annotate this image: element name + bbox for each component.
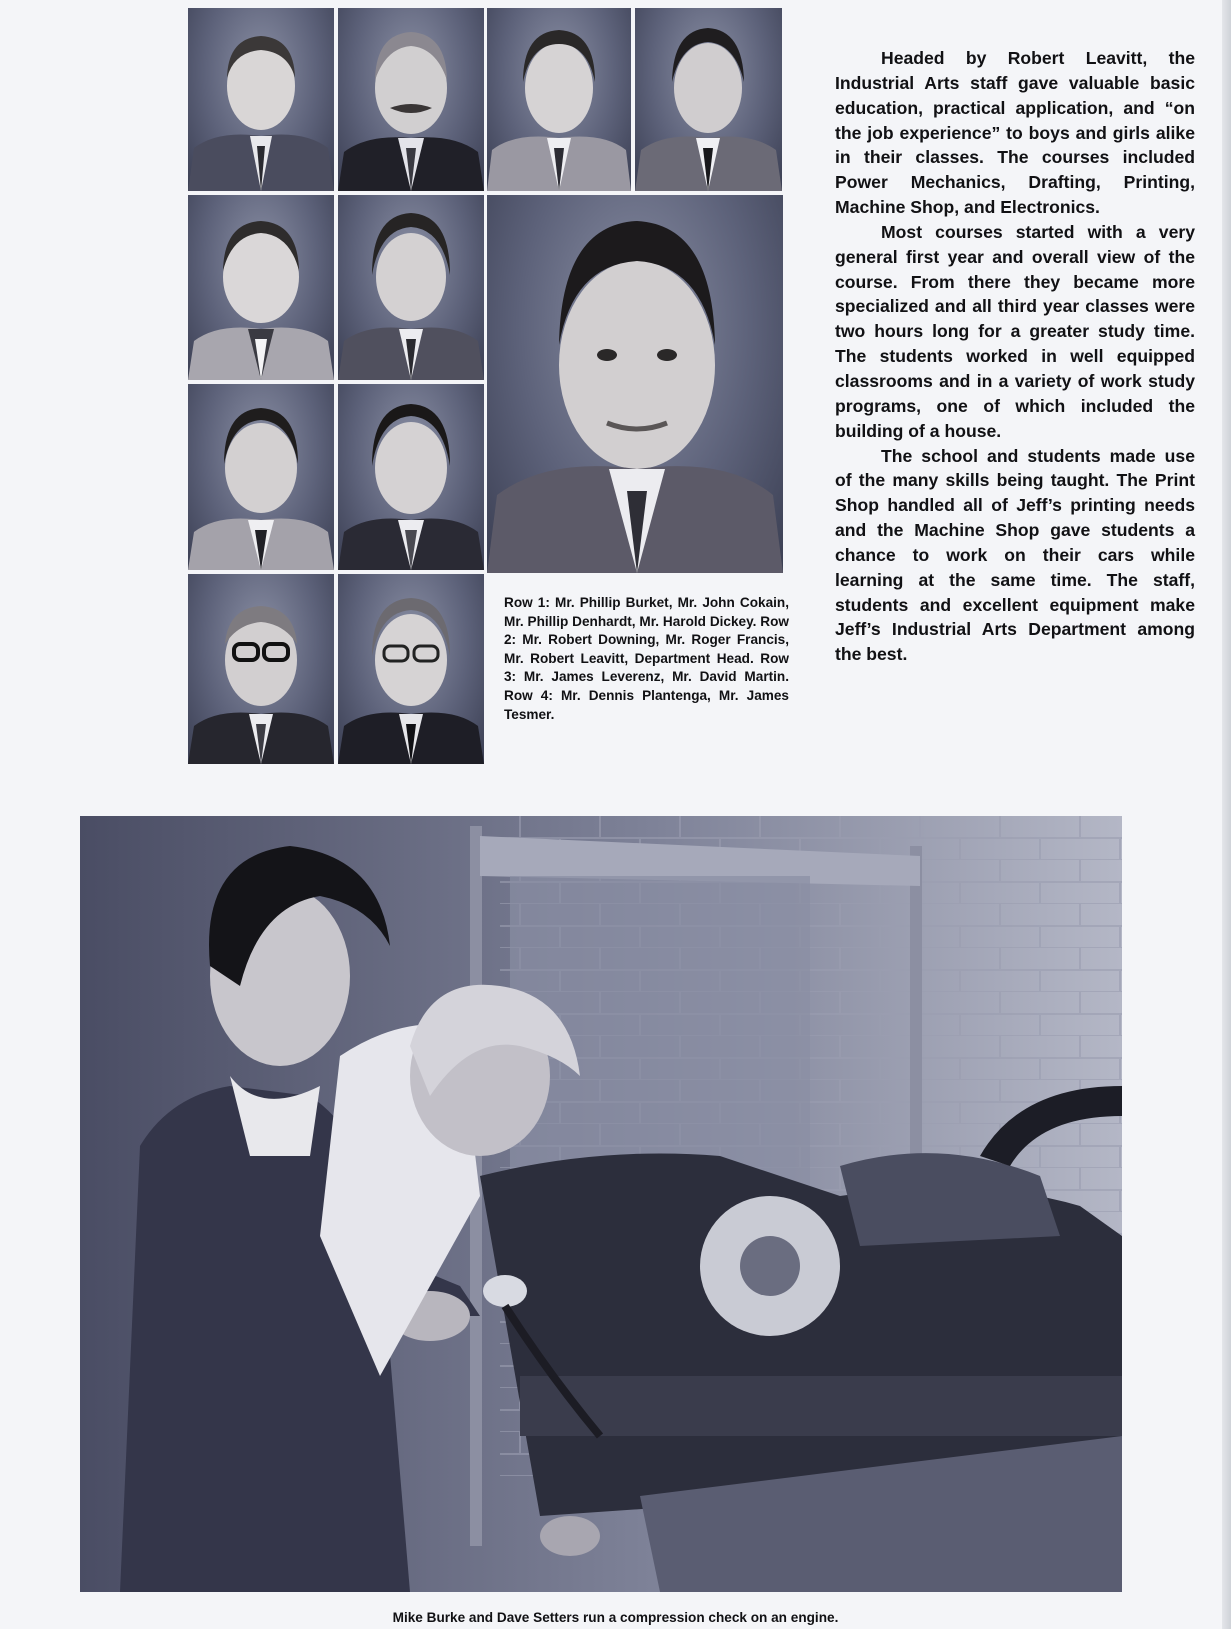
article-text <box>835 46 1195 667</box>
portrait-leverenz <box>188 384 334 570</box>
portrait-plantenga <box>188 574 334 764</box>
engine-photo <box>80 816 1122 1592</box>
portrait-francis <box>338 195 484 380</box>
portrait-burket <box>188 8 334 191</box>
article-paragraph: Most courses started with a very general first year and overall view of the course. From there they became more specialized and all third year classes were two hours long for a greater study time. The students worked in well equipped classrooms and in a variety of work study programs, one of which included the building of a house. <box>835 221 1195 441</box>
page-edge <box>1222 0 1231 1629</box>
portrait-cokain <box>338 8 484 191</box>
photo-caption: Mike Burke and Dave Setters run a compression check on an engine. <box>392 1610 839 1625</box>
portrait-dickey <box>635 8 782 191</box>
portrait-leavitt <box>487 195 783 573</box>
article-paragraph: Headed by Robert Leavitt, the Industrial Arts staff gave valuable basic education, practical application, and “on the job experience” to boys and girls alike in their classes. The courses included Power Mechanics, Drafting, Printing, Machine Shop, and Electronics. <box>835 48 1195 218</box>
portrait-tesmer <box>338 574 484 764</box>
portrait-downing <box>188 195 334 380</box>
article-paragraph: The school and students made use of the many skills being taught. The Print Shop handled all of Jeff’s printing needs and the Machine Shop gave students a chance to work on their cars while learning at the same time. The staff, students and excellent equipment make Jeff’s Industrial Arts Department among the best. <box>835 445 1195 665</box>
portrait-denhardt <box>487 8 631 191</box>
staff-caption: Row 1: Mr. Phillip Burket, Mr. John Cokain, Mr. Phillip Denhardt, Mr. Harold Dickey. Row 2: Mr. Robert Downing, Mr. Roger Francis, Mr. Robert Leavitt, Department Head. Row 3: Mr. James Leverenz, Mr. David Martin. Row 4: Mr. Dennis Plantenga, Mr. James Tesmer. <box>504 595 789 722</box>
portrait-martin <box>338 384 484 570</box>
